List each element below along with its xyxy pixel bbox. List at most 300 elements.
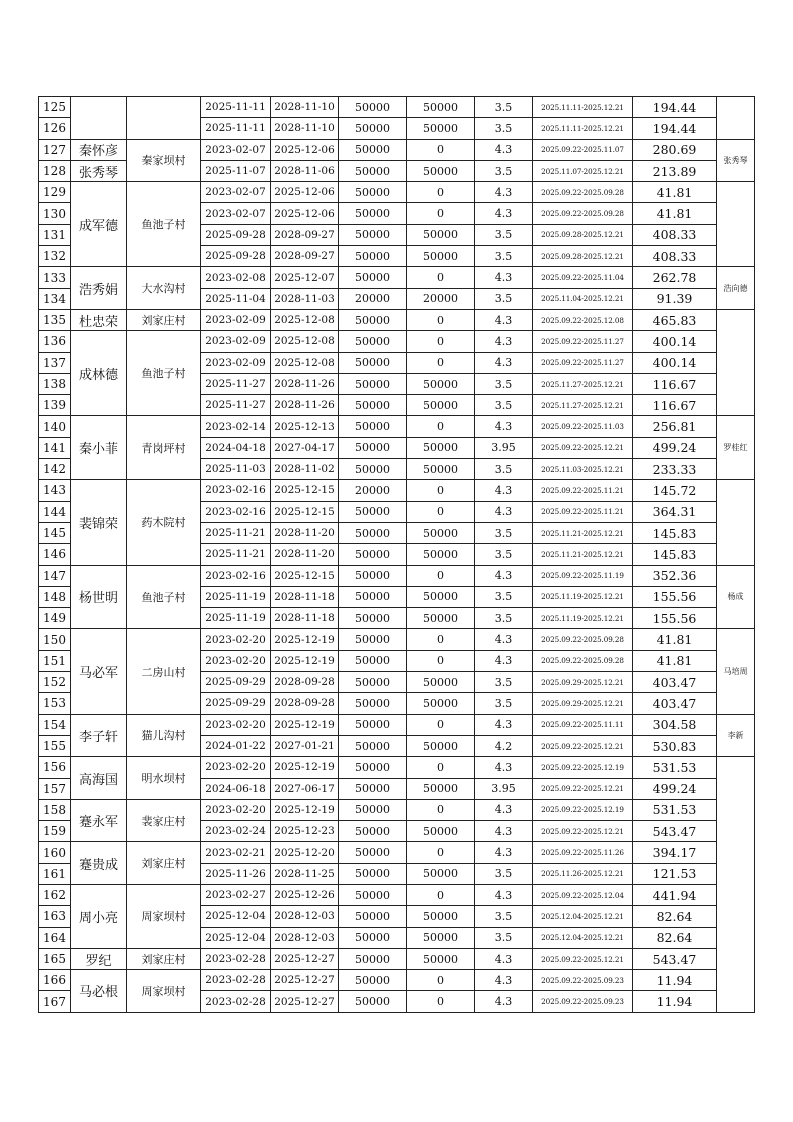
loan-end-date-cell: 2025-12-19 xyxy=(271,799,339,820)
loan-start-date-cell: 2025-11-11 xyxy=(201,118,271,139)
loan-amount-cell: 50000 xyxy=(339,309,407,330)
interest-period-cell: 2025.09.22-2025.09.23 xyxy=(533,991,633,1012)
borrower-name-cell: 高海国 xyxy=(71,757,127,800)
loan-end-date-cell: 2028-12-03 xyxy=(271,927,339,948)
loan-end-date-cell: 2025-12-27 xyxy=(271,970,339,991)
loan-start-date-cell: 2023-02-16 xyxy=(201,501,271,522)
seq-cell: 159 xyxy=(39,821,71,842)
loan-start-date-cell: 2023-02-28 xyxy=(201,991,271,1012)
interest-amount-cell: 41.81 xyxy=(633,629,717,650)
loan-amount-cell: 50000 xyxy=(339,459,407,480)
balance-cell: 50000 xyxy=(407,927,475,948)
rate-cell: 4.3 xyxy=(475,139,533,160)
loan-start-date-cell: 2025-11-07 xyxy=(201,160,271,181)
loan-end-date-cell: 2025-12-15 xyxy=(271,480,339,501)
interest-amount-cell: 400.14 xyxy=(633,331,717,352)
table-row xyxy=(39,182,755,203)
interest-amount-cell: 304.58 xyxy=(633,714,717,735)
rate-cell: 3.5 xyxy=(475,459,533,480)
loan-start-date-cell: 2024-04-18 xyxy=(201,437,271,458)
seq-cell: 131 xyxy=(39,224,71,245)
loan-amount-cell: 50000 xyxy=(339,863,407,884)
interest-period-cell: 2025.09.22-2025.12.08 xyxy=(533,309,633,330)
remark-cell xyxy=(717,309,755,415)
loan-end-date-cell: 2025-12-06 xyxy=(271,139,339,160)
borrower-name-cell: 裴锦荣 xyxy=(71,480,127,565)
rate-cell: 3.5 xyxy=(475,906,533,927)
balance-cell: 50000 xyxy=(407,863,475,884)
interest-amount-cell: 465.83 xyxy=(633,309,717,330)
balance-cell: 0 xyxy=(407,650,475,671)
loan-amount-cell: 50000 xyxy=(339,608,407,629)
interest-period-cell: 2025.11.11-2025.12.21 xyxy=(533,118,633,139)
loan-end-date-cell: 2025-12-08 xyxy=(271,331,339,352)
borrower-name-cell: 蹇永军 xyxy=(71,799,127,842)
loan-amount-cell: 50000 xyxy=(339,246,407,267)
seq-cell: 157 xyxy=(39,778,71,799)
rate-cell: 3.5 xyxy=(475,118,533,139)
rate-cell: 3.5 xyxy=(475,288,533,309)
loan-start-date-cell: 2025-11-27 xyxy=(201,395,271,416)
seq-cell: 139 xyxy=(39,395,71,416)
interest-amount-cell: 262.78 xyxy=(633,267,717,288)
village-cell: 周家坝村 xyxy=(127,884,201,948)
interest-amount-cell: 194.44 xyxy=(633,97,717,118)
rate-cell: 3.5 xyxy=(475,927,533,948)
interest-amount-cell: 116.67 xyxy=(633,395,717,416)
village-cell: 明水坝村 xyxy=(127,757,201,800)
loan-start-date-cell: 2025-11-19 xyxy=(201,608,271,629)
loan-start-date-cell: 2024-06-18 xyxy=(201,778,271,799)
rate-cell: 4.3 xyxy=(475,799,533,820)
interest-amount-cell: 82.64 xyxy=(633,906,717,927)
remark-cell: 杨成 xyxy=(717,565,755,629)
interest-period-cell: 2025.09.22-2025.09.28 xyxy=(533,650,633,671)
loan-end-date-cell: 2025-12-23 xyxy=(271,821,339,842)
interest-period-cell: 2025.09.28-2025.12.21 xyxy=(533,224,633,245)
seq-cell: 158 xyxy=(39,799,71,820)
loan-end-date-cell: 2025-12-26 xyxy=(271,884,339,905)
loan-start-date-cell: 2025-11-03 xyxy=(201,459,271,480)
seq-cell: 129 xyxy=(39,182,71,203)
interest-period-cell: 2025.09.22-2025.09.23 xyxy=(533,970,633,991)
balance-cell: 50000 xyxy=(407,544,475,565)
interest-amount-cell: 213.89 xyxy=(633,160,717,181)
balance-cell: 50000 xyxy=(407,906,475,927)
balance-cell: 50000 xyxy=(407,459,475,480)
village-cell: 刘家庄村 xyxy=(127,309,201,330)
interest-amount-cell: 403.47 xyxy=(633,693,717,714)
balance-cell: 0 xyxy=(407,203,475,224)
loan-end-date-cell: 2025-12-07 xyxy=(271,267,339,288)
loan-end-date-cell: 2028-11-20 xyxy=(271,544,339,565)
interest-amount-cell: 441.94 xyxy=(633,884,717,905)
seq-cell: 146 xyxy=(39,544,71,565)
table-row xyxy=(39,480,755,501)
seq-cell: 134 xyxy=(39,288,71,309)
rate-cell: 4.3 xyxy=(475,629,533,650)
seq-cell: 155 xyxy=(39,735,71,756)
village-cell: 青岗坪村 xyxy=(127,416,201,480)
table-row xyxy=(39,842,755,863)
borrower-name-cell: 蹇贵成 xyxy=(71,842,127,885)
loan-amount-cell: 50000 xyxy=(339,118,407,139)
interest-period-cell: 2025.09.22-2025.12.21 xyxy=(533,735,633,756)
rate-cell: 4.3 xyxy=(475,821,533,842)
borrower-name-cell: 成军德 xyxy=(71,182,127,267)
loan-start-date-cell: 2023-02-28 xyxy=(201,948,271,969)
interest-period-cell: 2025.09.22-2025.11.21 xyxy=(533,480,633,501)
seq-cell: 154 xyxy=(39,714,71,735)
interest-amount-cell: 394.17 xyxy=(633,842,717,863)
interest-period-cell: 2025.09.22-2025.11.27 xyxy=(533,352,633,373)
loan-start-date-cell: 2023-02-07 xyxy=(201,182,271,203)
remark-cell xyxy=(717,182,755,267)
loan-end-date-cell: 2025-12-08 xyxy=(271,352,339,373)
borrower-name-cell xyxy=(71,97,127,140)
seq-cell: 126 xyxy=(39,118,71,139)
interest-period-cell: 2025.09.29-2025.12.21 xyxy=(533,693,633,714)
rate-cell: 3.5 xyxy=(475,395,533,416)
loan-amount-cell: 50000 xyxy=(339,884,407,905)
interest-amount-cell: 11.94 xyxy=(633,991,717,1012)
loan-amount-cell: 50000 xyxy=(339,544,407,565)
borrower-name-cell: 成林德 xyxy=(71,331,127,416)
rate-cell: 3.5 xyxy=(475,672,533,693)
village-cell: 鱼池子村 xyxy=(127,182,201,267)
seq-cell: 133 xyxy=(39,267,71,288)
loan-end-date-cell: 2028-11-18 xyxy=(271,608,339,629)
balance-cell: 50000 xyxy=(407,693,475,714)
interest-amount-cell: 403.47 xyxy=(633,672,717,693)
loan-end-date-cell: 2025-12-13 xyxy=(271,416,339,437)
interest-period-cell: 2025.09.22-2025.09.28 xyxy=(533,182,633,203)
loan-end-date-cell: 2025-12-19 xyxy=(271,757,339,778)
balance-cell: 20000 xyxy=(407,288,475,309)
loan-amount-cell: 50000 xyxy=(339,714,407,735)
balance-cell: 0 xyxy=(407,309,475,330)
balance-cell: 0 xyxy=(407,565,475,586)
loan-end-date-cell: 2028-12-03 xyxy=(271,906,339,927)
seq-cell: 153 xyxy=(39,693,71,714)
loan-amount-cell: 50000 xyxy=(339,224,407,245)
loan-start-date-cell: 2023-02-27 xyxy=(201,884,271,905)
rate-cell: 3.5 xyxy=(475,160,533,181)
balance-cell: 0 xyxy=(407,182,475,203)
rate-cell: 4.3 xyxy=(475,884,533,905)
loan-amount-cell: 50000 xyxy=(339,416,407,437)
rate-cell: 4.3 xyxy=(475,714,533,735)
loan-amount-cell: 50000 xyxy=(339,757,407,778)
rate-cell: 4.3 xyxy=(475,416,533,437)
interest-amount-cell: 82.64 xyxy=(633,927,717,948)
village-cell: 大水沟村 xyxy=(127,267,201,310)
loan-amount-cell: 50000 xyxy=(339,650,407,671)
loan-amount-cell: 50000 xyxy=(339,948,407,969)
balance-cell: 50000 xyxy=(407,97,475,118)
loan-start-date-cell: 2023-02-09 xyxy=(201,331,271,352)
interest-amount-cell: 543.47 xyxy=(633,821,717,842)
table-row xyxy=(39,970,755,991)
village-cell xyxy=(127,97,201,140)
interest-period-cell: 2025.09.22-2025.11.04 xyxy=(533,267,633,288)
interest-amount-cell: 155.56 xyxy=(633,608,717,629)
loan-start-date-cell: 2025-09-28 xyxy=(201,224,271,245)
loan-end-date-cell: 2028-11-18 xyxy=(271,586,339,607)
balance-cell: 50000 xyxy=(407,160,475,181)
loan-end-date-cell: 2025-12-06 xyxy=(271,203,339,224)
balance-cell: 0 xyxy=(407,991,475,1012)
rate-cell: 3.95 xyxy=(475,778,533,799)
interest-amount-cell: 41.81 xyxy=(633,182,717,203)
loan-end-date-cell: 2028-09-28 xyxy=(271,693,339,714)
loan-start-date-cell: 2023-02-20 xyxy=(201,629,271,650)
loan-amount-cell: 50000 xyxy=(339,778,407,799)
seq-cell: 127 xyxy=(39,139,71,160)
loan-end-date-cell: 2025-12-06 xyxy=(271,182,339,203)
interest-period-cell: 2025.09.22-2025.09.28 xyxy=(533,629,633,650)
loan-amount-cell: 50000 xyxy=(339,799,407,820)
seq-cell: 167 xyxy=(39,991,71,1012)
loan-start-date-cell: 2025-11-27 xyxy=(201,373,271,394)
loan-amount-cell: 50000 xyxy=(339,331,407,352)
balance-cell: 0 xyxy=(407,714,475,735)
village-cell: 裴家庄村 xyxy=(127,799,201,842)
balance-cell: 0 xyxy=(407,884,475,905)
loan-amount-cell: 50000 xyxy=(339,842,407,863)
interest-period-cell: 2025.09.22-2025.12.04 xyxy=(533,884,633,905)
balance-cell: 50000 xyxy=(407,224,475,245)
loan-end-date-cell: 2025-12-19 xyxy=(271,650,339,671)
loan-end-date-cell: 2025-12-15 xyxy=(271,565,339,586)
balance-cell: 50000 xyxy=(407,118,475,139)
seq-cell: 138 xyxy=(39,373,71,394)
loan-interest-table xyxy=(38,96,755,1013)
loan-start-date-cell: 2023-02-09 xyxy=(201,352,271,373)
loan-start-date-cell: 2023-02-28 xyxy=(201,970,271,991)
balance-cell: 0 xyxy=(407,480,475,501)
loan-start-date-cell: 2023-02-07 xyxy=(201,139,271,160)
interest-period-cell: 2025.09.22-2025.12.21 xyxy=(533,778,633,799)
rate-cell: 4.3 xyxy=(475,650,533,671)
seq-cell: 128 xyxy=(39,160,71,181)
interest-period-cell: 2025.09.22-2025.11.03 xyxy=(533,416,633,437)
loan-start-date-cell: 2023-02-24 xyxy=(201,821,271,842)
loan-end-date-cell: 2028-11-02 xyxy=(271,459,339,480)
borrower-name-cell: 马必军 xyxy=(71,629,127,714)
loan-amount-cell: 50000 xyxy=(339,565,407,586)
rate-cell: 4.3 xyxy=(475,991,533,1012)
loan-start-date-cell: 2025-09-29 xyxy=(201,693,271,714)
interest-amount-cell: 41.81 xyxy=(633,650,717,671)
table-row xyxy=(39,565,755,586)
interest-amount-cell: 364.31 xyxy=(633,501,717,522)
village-cell: 周家坝村 xyxy=(127,970,201,1013)
loan-end-date-cell: 2025-12-20 xyxy=(271,842,339,863)
interest-period-cell: 2025.12.04-2025.12.21 xyxy=(533,927,633,948)
loan-start-date-cell: 2023-02-20 xyxy=(201,650,271,671)
seq-cell: 132 xyxy=(39,246,71,267)
loan-amount-cell: 50000 xyxy=(339,160,407,181)
balance-cell: 50000 xyxy=(407,735,475,756)
interest-period-cell: 2025.11.21-2025.12.21 xyxy=(533,544,633,565)
table-row xyxy=(39,97,755,118)
balance-cell: 50000 xyxy=(407,672,475,693)
loan-amount-cell: 50000 xyxy=(339,629,407,650)
table-row xyxy=(39,948,755,969)
interest-amount-cell: 145.83 xyxy=(633,522,717,543)
rate-cell: 3.5 xyxy=(475,522,533,543)
interest-amount-cell: 352.36 xyxy=(633,565,717,586)
rate-cell: 4.3 xyxy=(475,757,533,778)
interest-amount-cell: 256.81 xyxy=(633,416,717,437)
loan-amount-cell: 50000 xyxy=(339,97,407,118)
loan-start-date-cell: 2023-02-07 xyxy=(201,203,271,224)
interest-period-cell: 2025.12.04-2025.12.21 xyxy=(533,906,633,927)
interest-amount-cell: 233.33 xyxy=(633,459,717,480)
interest-period-cell: 2025.11.19-2025.12.21 xyxy=(533,586,633,607)
balance-cell: 50000 xyxy=(407,948,475,969)
rate-cell: 3.5 xyxy=(475,544,533,565)
loan-start-date-cell: 2025-11-19 xyxy=(201,586,271,607)
table-row xyxy=(39,884,755,905)
loan-end-date-cell: 2028-11-06 xyxy=(271,160,339,181)
interest-amount-cell: 116.67 xyxy=(633,373,717,394)
loan-end-date-cell: 2028-11-10 xyxy=(271,97,339,118)
interest-amount-cell: 155.56 xyxy=(633,586,717,607)
interest-period-cell: 2025.09.29-2025.12.21 xyxy=(533,672,633,693)
loan-start-date-cell: 2024-01-22 xyxy=(201,735,271,756)
rate-cell: 4.3 xyxy=(475,309,533,330)
loan-end-date-cell: 2028-09-27 xyxy=(271,246,339,267)
table-body xyxy=(39,97,755,1013)
loan-amount-cell: 50000 xyxy=(339,267,407,288)
loan-start-date-cell: 2025-11-11 xyxy=(201,97,271,118)
rate-cell: 4.3 xyxy=(475,352,533,373)
table-row xyxy=(39,799,755,820)
village-cell: 药木院村 xyxy=(127,480,201,565)
loan-start-date-cell: 2023-02-08 xyxy=(201,267,271,288)
interest-amount-cell: 499.24 xyxy=(633,437,717,458)
loan-start-date-cell: 2025-12-04 xyxy=(201,927,271,948)
interest-period-cell: 2025.11.19-2025.12.21 xyxy=(533,608,633,629)
balance-cell: 0 xyxy=(407,267,475,288)
rate-cell: 4.2 xyxy=(475,735,533,756)
balance-cell: 50000 xyxy=(407,373,475,394)
seq-cell: 145 xyxy=(39,522,71,543)
loan-amount-cell: 50000 xyxy=(339,437,407,458)
loan-amount-cell: 50000 xyxy=(339,906,407,927)
balance-cell: 0 xyxy=(407,139,475,160)
village-cell: 二房山村 xyxy=(127,629,201,714)
balance-cell: 50000 xyxy=(407,608,475,629)
loan-end-date-cell: 2025-12-08 xyxy=(271,309,339,330)
seq-cell: 156 xyxy=(39,757,71,778)
loan-end-date-cell: 2025-12-19 xyxy=(271,629,339,650)
interest-amount-cell: 194.44 xyxy=(633,118,717,139)
interest-period-cell: 2025.09.28-2025.12.21 xyxy=(533,246,633,267)
loan-amount-cell: 50000 xyxy=(339,586,407,607)
balance-cell: 0 xyxy=(407,501,475,522)
balance-cell: 0 xyxy=(407,416,475,437)
interest-amount-cell: 41.81 xyxy=(633,203,717,224)
rate-cell: 3.5 xyxy=(475,246,533,267)
loan-amount-cell: 50000 xyxy=(339,501,407,522)
rate-cell: 4.3 xyxy=(475,331,533,352)
seq-cell: 163 xyxy=(39,906,71,927)
interest-period-cell: 2025.11.03-2025.12.21 xyxy=(533,459,633,480)
interest-amount-cell: 530.83 xyxy=(633,735,717,756)
remark-cell: 罗桂红 xyxy=(717,416,755,480)
rate-cell: 4.3 xyxy=(475,948,533,969)
rate-cell: 4.3 xyxy=(475,842,533,863)
loan-start-date-cell: 2025-09-29 xyxy=(201,672,271,693)
loan-amount-cell: 50000 xyxy=(339,821,407,842)
table-row xyxy=(39,267,755,288)
borrower-name-cell: 浩秀娟 xyxy=(71,267,127,310)
loan-end-date-cell: 2027-04-17 xyxy=(271,437,339,458)
balance-cell: 50000 xyxy=(407,778,475,799)
seq-cell: 151 xyxy=(39,650,71,671)
loan-start-date-cell: 2023-02-20 xyxy=(201,714,271,735)
seq-cell: 130 xyxy=(39,203,71,224)
balance-cell: 50000 xyxy=(407,821,475,842)
interest-amount-cell: 145.83 xyxy=(633,544,717,565)
loan-amount-cell: 50000 xyxy=(339,522,407,543)
interest-period-cell: 2025.11.07-2025.12.21 xyxy=(533,160,633,181)
balance-cell: 0 xyxy=(407,629,475,650)
rate-cell: 4.3 xyxy=(475,501,533,522)
balance-cell: 0 xyxy=(407,757,475,778)
loan-amount-cell: 50000 xyxy=(339,927,407,948)
interest-period-cell: 2025.09.22-2025.11.07 xyxy=(533,139,633,160)
interest-period-cell: 2025.09.22-2025.11.27 xyxy=(533,331,633,352)
loan-end-date-cell: 2028-09-27 xyxy=(271,224,339,245)
interest-period-cell: 2025.11.21-2025.12.21 xyxy=(533,522,633,543)
remark-cell: 李新 xyxy=(717,714,755,757)
interest-amount-cell: 408.33 xyxy=(633,224,717,245)
loan-end-date-cell: 2028-11-25 xyxy=(271,863,339,884)
interest-period-cell: 2025.09.22-2025.12.19 xyxy=(533,757,633,778)
interest-period-cell: 2025.09.22-2025.11.19 xyxy=(533,565,633,586)
loan-start-date-cell: 2023-02-20 xyxy=(201,757,271,778)
table-row xyxy=(39,139,755,160)
loan-end-date-cell: 2028-11-20 xyxy=(271,522,339,543)
balance-cell: 50000 xyxy=(407,586,475,607)
balance-cell: 50000 xyxy=(407,395,475,416)
loan-amount-cell: 50000 xyxy=(339,182,407,203)
interest-period-cell: 2025.11.27-2025.12.21 xyxy=(533,395,633,416)
interest-amount-cell: 280.69 xyxy=(633,139,717,160)
rate-cell: 3.5 xyxy=(475,373,533,394)
loan-end-date-cell: 2028-11-26 xyxy=(271,395,339,416)
loan-end-date-cell: 2027-06-17 xyxy=(271,778,339,799)
interest-period-cell: 2025.09.22-2025.12.21 xyxy=(533,437,633,458)
loan-amount-cell: 50000 xyxy=(339,735,407,756)
seq-cell: 152 xyxy=(39,672,71,693)
loan-start-date-cell: 2025-11-04 xyxy=(201,288,271,309)
loan-end-date-cell: 2028-11-03 xyxy=(271,288,339,309)
borrower-name-cell: 杨世明 xyxy=(71,565,127,629)
loan-start-date-cell: 2025-11-21 xyxy=(201,544,271,565)
seq-cell: 148 xyxy=(39,586,71,607)
remark-cell: 张秀琴 xyxy=(717,139,755,182)
loan-start-date-cell: 2023-02-09 xyxy=(201,309,271,330)
loan-amount-cell: 50000 xyxy=(339,352,407,373)
borrower-name-cell: 马必根 xyxy=(71,970,127,1013)
loan-end-date-cell: 2028-11-26 xyxy=(271,373,339,394)
seq-cell: 140 xyxy=(39,416,71,437)
